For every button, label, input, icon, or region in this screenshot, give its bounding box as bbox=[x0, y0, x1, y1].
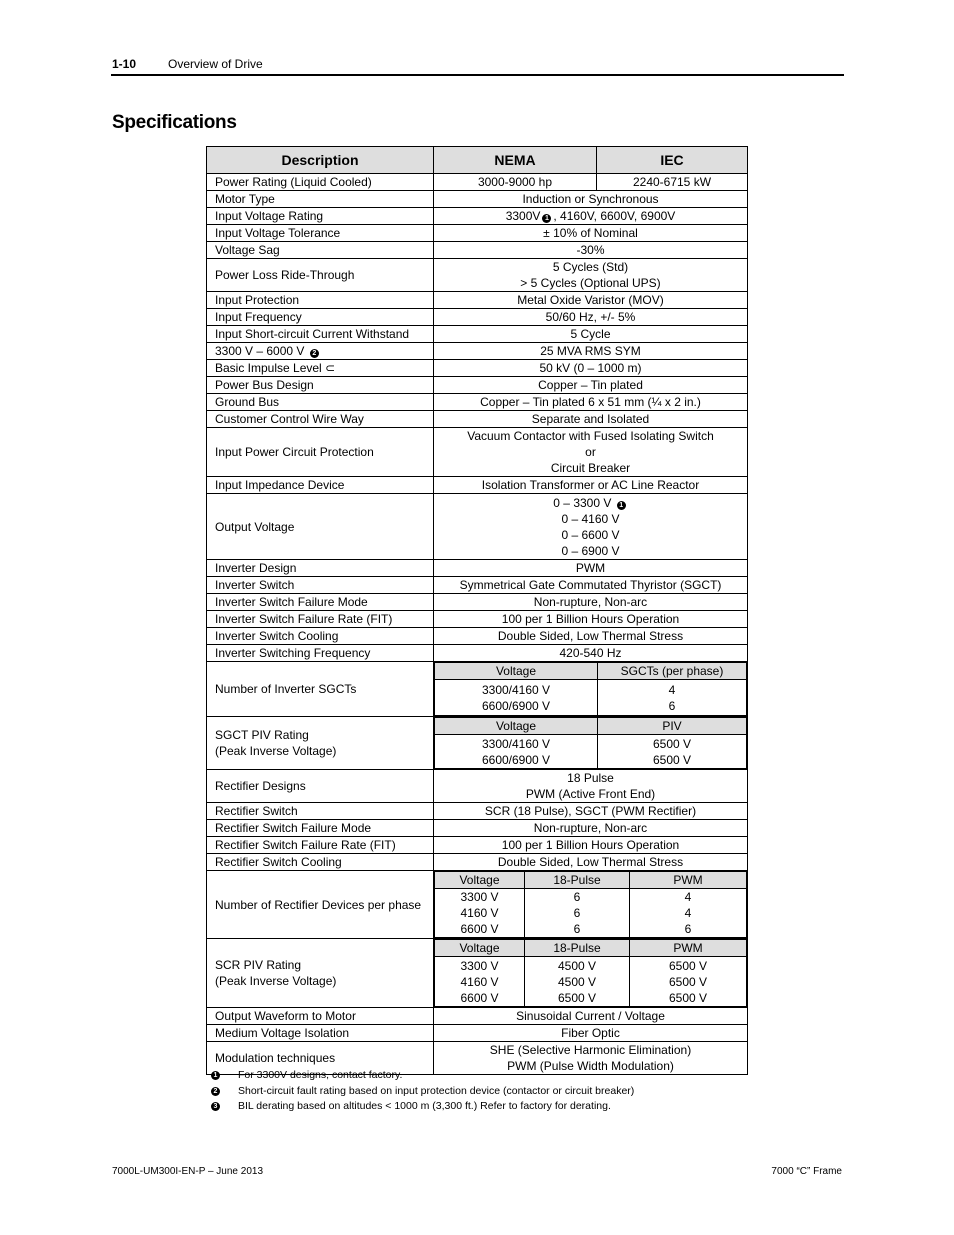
label-line: (Peak Inverse Voltage) bbox=[215, 744, 337, 758]
row-value: ± 10% of Nominal bbox=[434, 225, 748, 242]
cell-line: 4 bbox=[668, 682, 676, 697]
footnote bbox=[211, 1084, 634, 1100]
cell-line: 6500 V bbox=[668, 990, 708, 1005]
row-label: Power Loss Ride-Through bbox=[207, 259, 434, 292]
scr-piv-subtable bbox=[434, 939, 747, 1007]
cell-line: 6 bbox=[668, 698, 676, 713]
table-row bbox=[207, 360, 748, 377]
table-row bbox=[207, 560, 748, 577]
row-value: Copper – Tin plated bbox=[434, 377, 748, 394]
cell-line: 6 bbox=[684, 922, 692, 936]
nested-table-cell bbox=[434, 717, 748, 770]
row-label bbox=[207, 717, 434, 770]
footnote-3-symbol: ⊂ bbox=[325, 361, 336, 375]
row-label bbox=[207, 360, 434, 377]
footnotes bbox=[211, 1068, 634, 1115]
nema-value: 3000-9000 hp bbox=[434, 174, 597, 191]
row-value bbox=[434, 428, 748, 477]
cell-line: 4160 V bbox=[460, 906, 499, 920]
row-value: 100 per 1 Billion Hours Operation bbox=[434, 611, 748, 628]
row-label: Motor Type bbox=[207, 191, 434, 208]
row-value: Copper – Tin plated 6 x 51 mm (¼ x 2 in.) bbox=[434, 394, 748, 411]
value-text: , 4160V, 6600V, 6900V bbox=[553, 209, 676, 223]
cell-line: 6500 V bbox=[652, 736, 692, 751]
table-row bbox=[207, 1025, 748, 1042]
table-row bbox=[207, 803, 748, 820]
row-value: Double Sided, Low Thermal Stress bbox=[434, 628, 748, 645]
section-title: Overview of Drive bbox=[168, 57, 263, 71]
cell-line: 3300 V bbox=[460, 958, 499, 973]
table-row bbox=[207, 326, 748, 343]
footnote-2-icon: 2 bbox=[310, 349, 319, 358]
footnote-text: For 3300V designs, contact factory. bbox=[238, 1069, 403, 1081]
table-row bbox=[207, 854, 748, 871]
row-label: Medium Voltage Isolation bbox=[207, 1025, 434, 1042]
row-label: Input Short-circuit Current Withstand bbox=[207, 326, 434, 343]
cell-line: 4 bbox=[684, 906, 692, 920]
row-label: Number of Inverter SGCTs bbox=[207, 662, 434, 717]
cell-line: 6 bbox=[573, 890, 581, 904]
row-value: Separate and Isolated bbox=[434, 411, 748, 428]
value-text: 0 – 3300 V bbox=[553, 495, 612, 510]
row-label: Rectifier Switch Failure Mode bbox=[207, 820, 434, 837]
value-line: Vacuum Contactor with Fused Isolating Switch bbox=[467, 429, 714, 443]
row-label: Rectifier Switch bbox=[207, 803, 434, 820]
table-row bbox=[207, 494, 748, 560]
subtable-cell bbox=[435, 889, 525, 938]
value-line: 0 – 4160 V bbox=[561, 511, 620, 526]
footnote-2-icon: 2 bbox=[211, 1087, 220, 1096]
sgct-piv-subtable bbox=[434, 717, 747, 769]
subtable-cell bbox=[435, 957, 525, 1007]
cell-line: 6600 V bbox=[460, 922, 499, 936]
table-row bbox=[207, 594, 748, 611]
table-row bbox=[207, 611, 748, 628]
table-row bbox=[207, 871, 748, 939]
table-header-row bbox=[207, 147, 748, 174]
row-label: Inverter Switch bbox=[207, 577, 434, 594]
row-label: Inverter Switch Failure Rate (FIT) bbox=[207, 611, 434, 628]
value-line: PWM (Pulse Width Modulation) bbox=[507, 1059, 674, 1073]
row-label bbox=[207, 343, 434, 360]
header-rule bbox=[111, 74, 844, 76]
row-label: Rectifier Switch Cooling bbox=[207, 854, 434, 871]
row-label: Input Protection bbox=[207, 292, 434, 309]
row-value: Induction or Synchronous bbox=[434, 191, 748, 208]
footnote-1-icon: 1 bbox=[542, 214, 551, 223]
row-label: Input Voltage Tolerance bbox=[207, 225, 434, 242]
row-value: Double Sided, Low Thermal Stress bbox=[434, 854, 748, 871]
cell-line: 3300 V bbox=[460, 890, 499, 904]
value-line: 0 – 6600 V bbox=[561, 527, 620, 542]
row-value: 5 Cycle bbox=[434, 326, 748, 343]
value-line: 5 Cycles (Std) bbox=[552, 260, 629, 274]
subtable-row bbox=[435, 735, 747, 769]
table-row bbox=[207, 394, 748, 411]
value-line: 0 – 6900 V bbox=[561, 543, 620, 558]
value-line: Circuit Breaker bbox=[550, 461, 631, 475]
subtable-header-row bbox=[435, 663, 747, 680]
label-line: SGCT PIV Rating bbox=[215, 728, 309, 742]
nested-table-cell bbox=[434, 871, 748, 939]
table-row bbox=[207, 309, 748, 326]
table-row bbox=[207, 343, 748, 360]
cell-line: 3300/4160 V bbox=[481, 736, 551, 751]
subtable-header-row bbox=[435, 872, 747, 889]
row-label: Output Waveform to Motor bbox=[207, 1008, 434, 1025]
row-label: Modulation techniques bbox=[207, 1042, 434, 1075]
cell-line: 4500 V bbox=[557, 958, 597, 973]
row-value: 50 kV (0 – 1000 m) bbox=[434, 360, 748, 377]
row-label: Input Power Circuit Protection bbox=[207, 428, 434, 477]
column-header-iec: IEC bbox=[597, 147, 748, 174]
subtable-header: Voltage bbox=[435, 718, 598, 735]
cell-line: 3300/4160 V bbox=[481, 682, 551, 697]
sgct-count-subtable bbox=[434, 662, 747, 716]
nested-table-cell bbox=[434, 662, 748, 717]
cell-line: 6500 V bbox=[668, 958, 708, 973]
footnote-3-icon: 3 bbox=[211, 1102, 220, 1111]
table-row bbox=[207, 225, 748, 242]
cell-line: 6600 V bbox=[460, 990, 499, 1005]
subtable-row bbox=[435, 889, 747, 938]
row-label: Inverter Switch Failure Mode bbox=[207, 594, 434, 611]
table-row bbox=[207, 208, 748, 225]
row-label: Input Voltage Rating bbox=[207, 208, 434, 225]
row-value: 100 per 1 Billion Hours Operation bbox=[434, 837, 748, 854]
table-row bbox=[207, 191, 748, 208]
table-row bbox=[207, 174, 748, 191]
subtable-header: 18-Pulse bbox=[525, 872, 630, 889]
footnote-text: Short-circuit fault rating based on input protection device (contactor or circuit breaker) bbox=[238, 1084, 635, 1097]
row-label: Rectifier Switch Failure Rate (FIT) bbox=[207, 837, 434, 854]
subtable-cell bbox=[598, 735, 747, 769]
subtable-cell bbox=[598, 680, 747, 716]
subtable-row bbox=[435, 680, 747, 716]
subtable-header: Voltage bbox=[435, 663, 598, 680]
footer-document-id: 7000L-UM300I-EN-P – June 2013 bbox=[112, 1166, 264, 1177]
row-label: Inverter Switch Cooling bbox=[207, 628, 434, 645]
row-label: Input Frequency bbox=[207, 309, 434, 326]
footnote bbox=[211, 1068, 634, 1084]
subtable-header: PIV bbox=[598, 718, 747, 735]
row-label: Power Bus Design bbox=[207, 377, 434, 394]
subtable-header-row bbox=[435, 718, 747, 735]
row-value: PWM bbox=[434, 560, 748, 577]
row-value bbox=[434, 770, 748, 803]
table-row bbox=[207, 259, 748, 292]
value-line: or bbox=[585, 445, 596, 459]
row-label: Rectifier Designs bbox=[207, 770, 434, 803]
table-row bbox=[207, 837, 748, 854]
footer-product-name: 7000 “C” Frame bbox=[771, 1166, 842, 1177]
table-row bbox=[207, 411, 748, 428]
table-row bbox=[207, 428, 748, 477]
row-value: 25 MVA RMS SYM bbox=[434, 343, 748, 360]
row-value bbox=[434, 208, 748, 225]
label-line: SCR PIV Rating bbox=[215, 958, 302, 972]
row-label: Customer Control Wire Way bbox=[207, 411, 434, 428]
table-row bbox=[207, 939, 748, 1008]
cell-line: 4160 V bbox=[460, 974, 499, 989]
row-value bbox=[434, 494, 748, 560]
value-line: SHE (Selective Harmonic Elimination) bbox=[489, 1043, 692, 1057]
table-row bbox=[207, 577, 748, 594]
value-line: > 5 Cycles (Optional UPS) bbox=[520, 276, 661, 290]
row-label: Power Rating (Liquid Cooled) bbox=[207, 174, 434, 191]
row-value: Isolation Transformer or AC Line Reactor bbox=[434, 477, 748, 494]
table-row bbox=[207, 628, 748, 645]
iec-value: 2240-6715 kW bbox=[597, 174, 748, 191]
table-row bbox=[207, 1008, 748, 1025]
row-value: Sinusoidal Current / Voltage bbox=[434, 1008, 748, 1025]
nested-table-cell bbox=[434, 939, 748, 1008]
label-line: (Peak Inverse Voltage) bbox=[215, 974, 337, 988]
column-header-description: Description bbox=[207, 147, 434, 174]
subtable-header: Voltage bbox=[435, 940, 525, 957]
row-label: Ground Bus bbox=[207, 394, 434, 411]
table-row bbox=[207, 820, 748, 837]
row-value: Fiber Optic bbox=[434, 1025, 748, 1042]
row-value: Non-rupture, Non-arc bbox=[434, 594, 748, 611]
row-value: -30% bbox=[434, 242, 748, 259]
rectifier-devices-subtable bbox=[434, 871, 747, 938]
footnote-1-icon: 1 bbox=[211, 1071, 220, 1080]
table-row bbox=[207, 242, 748, 259]
table-row bbox=[207, 717, 748, 770]
subtable-header-row bbox=[435, 940, 747, 957]
row-label bbox=[207, 939, 434, 1008]
row-value: 50/60 Hz, +/- 5% bbox=[434, 309, 748, 326]
subtable-cell bbox=[630, 889, 747, 938]
row-label: Inverter Switching Frequency bbox=[207, 645, 434, 662]
footnote-1-icon: 1 bbox=[617, 501, 626, 510]
table-row bbox=[207, 662, 748, 717]
page-number: 1-10 bbox=[112, 57, 137, 71]
row-value: Symmetrical Gate Commutated Thyristor (SGCT) bbox=[434, 577, 748, 594]
cell-line: 4 bbox=[684, 890, 692, 904]
cell-line: 6600/6900 V bbox=[481, 752, 551, 767]
subtable-header: Voltage bbox=[435, 872, 525, 889]
table-row bbox=[207, 292, 748, 309]
footnote-text: BIL derating based on altitudes < 1000 m (3,300 ft.) Refer to factory for derating. bbox=[238, 1100, 611, 1112]
cell-line: 6500 V bbox=[668, 974, 708, 989]
label-text: Basic Impulse Level bbox=[215, 361, 322, 375]
subtable-header: SGCTs (per phase) bbox=[598, 663, 747, 680]
cell-line: 6 bbox=[573, 922, 581, 936]
cell-line: 4500 V bbox=[557, 974, 597, 989]
label-text: 3300 V – 6000 V bbox=[215, 344, 305, 358]
subtable-cell bbox=[630, 957, 747, 1007]
column-header-nema: NEMA bbox=[434, 147, 597, 174]
row-label: Output Voltage bbox=[207, 494, 434, 560]
row-value: Metal Oxide Varistor (MOV) bbox=[434, 292, 748, 309]
subtable-header: 18-Pulse bbox=[525, 940, 630, 957]
subtable-header: PWM bbox=[630, 940, 747, 957]
row-value: Non-rupture, Non-arc bbox=[434, 820, 748, 837]
footnote bbox=[211, 1099, 634, 1115]
row-value: SCR (18 Pulse), SGCT (PWM Rectifier) bbox=[434, 803, 748, 820]
subtable-cell bbox=[435, 735, 598, 769]
value-line: 18 Pulse bbox=[567, 771, 614, 785]
table-row bbox=[207, 770, 748, 803]
cell-line: 6500 V bbox=[557, 990, 597, 1005]
subtable-cell bbox=[525, 957, 630, 1007]
subtable-header: PWM bbox=[630, 872, 747, 889]
cell-line: 6500 V bbox=[652, 752, 692, 767]
row-label: Inverter Design bbox=[207, 560, 434, 577]
row-label: Voltage Sag bbox=[207, 242, 434, 259]
row-label: Input Impedance Device bbox=[207, 477, 434, 494]
page-title: Specifications bbox=[112, 112, 237, 133]
row-value bbox=[434, 259, 748, 292]
subtable-row bbox=[435, 957, 747, 1007]
row-value: 420-540 Hz bbox=[434, 645, 748, 662]
row-label: Number of Rectifier Devices per phase bbox=[207, 871, 434, 939]
table-row bbox=[207, 477, 748, 494]
table-row bbox=[207, 645, 748, 662]
cell-line: 6 bbox=[573, 906, 581, 920]
cell-line: 6600/6900 V bbox=[481, 698, 551, 713]
value-line bbox=[434, 495, 747, 511]
subtable-cell bbox=[435, 680, 598, 716]
value-text: 3300V bbox=[505, 209, 541, 223]
table-row bbox=[207, 377, 748, 394]
specifications-table bbox=[206, 146, 748, 1075]
value-line: PWM (Active Front End) bbox=[525, 787, 656, 801]
subtable-cell bbox=[525, 889, 630, 938]
